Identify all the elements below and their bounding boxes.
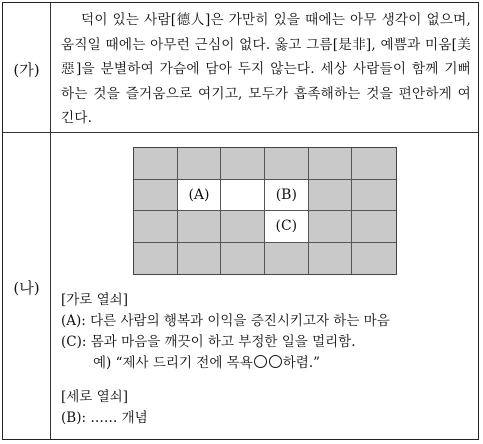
- grid-cell: [221, 148, 265, 180]
- crossword-grid: [133, 147, 397, 275]
- row-label-ga: (가): [13, 61, 40, 79]
- grid-cell: [134, 243, 178, 275]
- cell-label-a: (A): [188, 186, 210, 203]
- clue-b: [61, 408, 148, 429]
- grid-cell-c: [265, 211, 309, 243]
- clue-c-text: 몸과 마음을 깨끗이 하고 부정한 일을 멀리함.: [90, 334, 356, 350]
- grid-cell: [221, 243, 265, 275]
- cell-label-b: (B): [275, 186, 297, 203]
- clue-c: [61, 332, 390, 353]
- clue-a-text: 다른 사람의 행복과 이익을 증진시키고자 하는 마음: [90, 313, 390, 329]
- grid-cell: [309, 243, 353, 275]
- example-text-end: 하렴.”: [282, 355, 321, 371]
- clue-b-key: (B):: [61, 410, 87, 426]
- grid-cell: [134, 148, 178, 180]
- grid-cell: [178, 211, 222, 243]
- question-table: [2, 2, 479, 440]
- grid-cell-b: [265, 180, 309, 212]
- grid-cell: [134, 211, 178, 243]
- passage-text: 덕이 있는 사람[德人]은 가만히 있을 때에는 아무 생각이 없으며, 움직일 때에는 아무런 근심이 없다. 옳고 그름[是非], 예쁨과 미움[美惡]을 분별하여 가슴에 담아 두지 않는다. 세상 사람들이 함께 기뻐하는 것을 즐거움으로 여기고, 모두가 흡족해하는 것을 편안하게 여긴다.: [61, 12, 471, 126]
- grid-cell: [352, 243, 396, 275]
- across-clues: [61, 290, 390, 374]
- example-text: 예) “제사 드리기 전에 목욕: [93, 355, 253, 371]
- grid-cell: [265, 243, 309, 275]
- row-label-na: (나): [13, 279, 40, 297]
- grid-cell: [178, 148, 222, 180]
- row-divider: [3, 132, 478, 133]
- grid-cell: [221, 180, 265, 212]
- grid-cell: [352, 180, 396, 212]
- column-divider: [50, 3, 51, 439]
- cell-label-c: (C): [275, 218, 298, 235]
- grid-cell: [309, 211, 353, 243]
- across-title: [가로 열쇠]: [61, 292, 128, 308]
- grid-cell-a: [178, 180, 222, 212]
- blank-circle-icon: [269, 355, 282, 368]
- grid-cell: [352, 211, 396, 243]
- grid-cell: [134, 180, 178, 212]
- grid-cell: [352, 148, 396, 180]
- clue-b-text: …… 개념: [90, 410, 148, 426]
- clue-a-key: (A):: [61, 313, 86, 329]
- grid-cell: [221, 211, 265, 243]
- grid-cell: [178, 243, 222, 275]
- grid-cell: [309, 148, 353, 180]
- grid-cell: [309, 180, 353, 212]
- clue-c-key: (C):: [61, 334, 87, 350]
- clue-c-example: [61, 353, 390, 374]
- grid-cell: [265, 148, 309, 180]
- down-title: [세로 열쇠]: [61, 389, 128, 405]
- blank-circle-icon: [254, 355, 267, 368]
- clue-a: [61, 311, 390, 332]
- down-clues: [61, 387, 148, 429]
